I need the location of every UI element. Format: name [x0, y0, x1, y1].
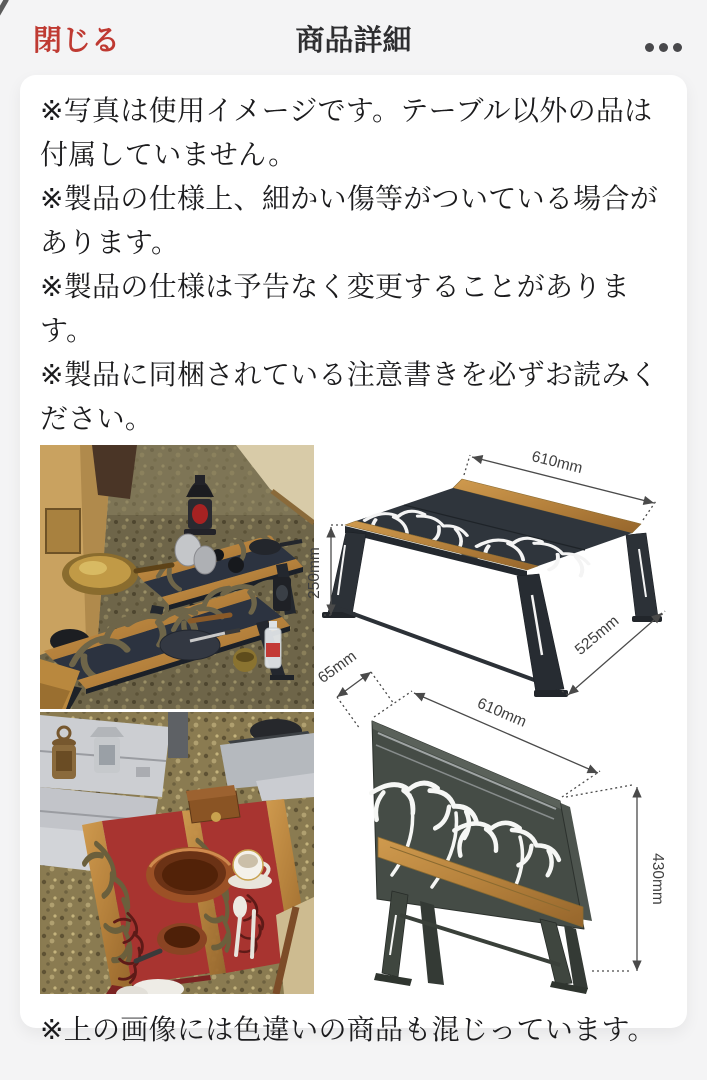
product-notes: [40, 89, 667, 441]
dim-label-assembled-depth: 525mm: [571, 612, 623, 659]
diagram-assembled-table: [306, 448, 665, 697]
ellipsis-icon: [673, 43, 682, 52]
dim-label-folded-thickness: 65mm: [314, 647, 360, 687]
photo-red-table-scene: [40, 712, 314, 1002]
dim-label-assembled-width: 610mm: [529, 448, 585, 478]
silver-lantern: [90, 727, 124, 773]
photo-black-table-scene: [40, 445, 314, 709]
dim-label-assembled-height: 250mm: [306, 547, 323, 599]
more-menu-button[interactable]: [641, 39, 686, 56]
note-line: ※製品に同梱されている注意書きを必ずお読みください。: [40, 359, 659, 434]
note-line: ※写真は使用イメージです。テーブル以外の品は付属していません。: [40, 95, 653, 170]
color-variant-note: ※上の画像には色違いの商品も混じっています。: [40, 1014, 656, 1045]
note-line: ※製品の仕様上、細かい傷等がついている場合があります。: [40, 183, 659, 258]
page-title: 商品詳細: [295, 25, 412, 57]
diagram-folded-table: [315, 648, 666, 994]
bottle: [265, 621, 281, 668]
copper-pan: [146, 847, 234, 903]
wooden-box: [186, 785, 240, 823]
product-image-figure: [40, 445, 667, 1000]
ellipsis-icon: [645, 43, 654, 52]
dim-label-folded-height: 430mm: [649, 853, 666, 905]
navigation-bar: [0, 0, 707, 75]
dim-label-folded-width: 610mm: [474, 694, 529, 731]
note-line: ※製品の仕様は予告なく変更することがあります。: [40, 271, 630, 346]
ellipsis-icon: [659, 43, 668, 52]
product-detail-card: [20, 75, 687, 1045]
close-button[interactable]: 閉じる: [33, 25, 121, 57]
